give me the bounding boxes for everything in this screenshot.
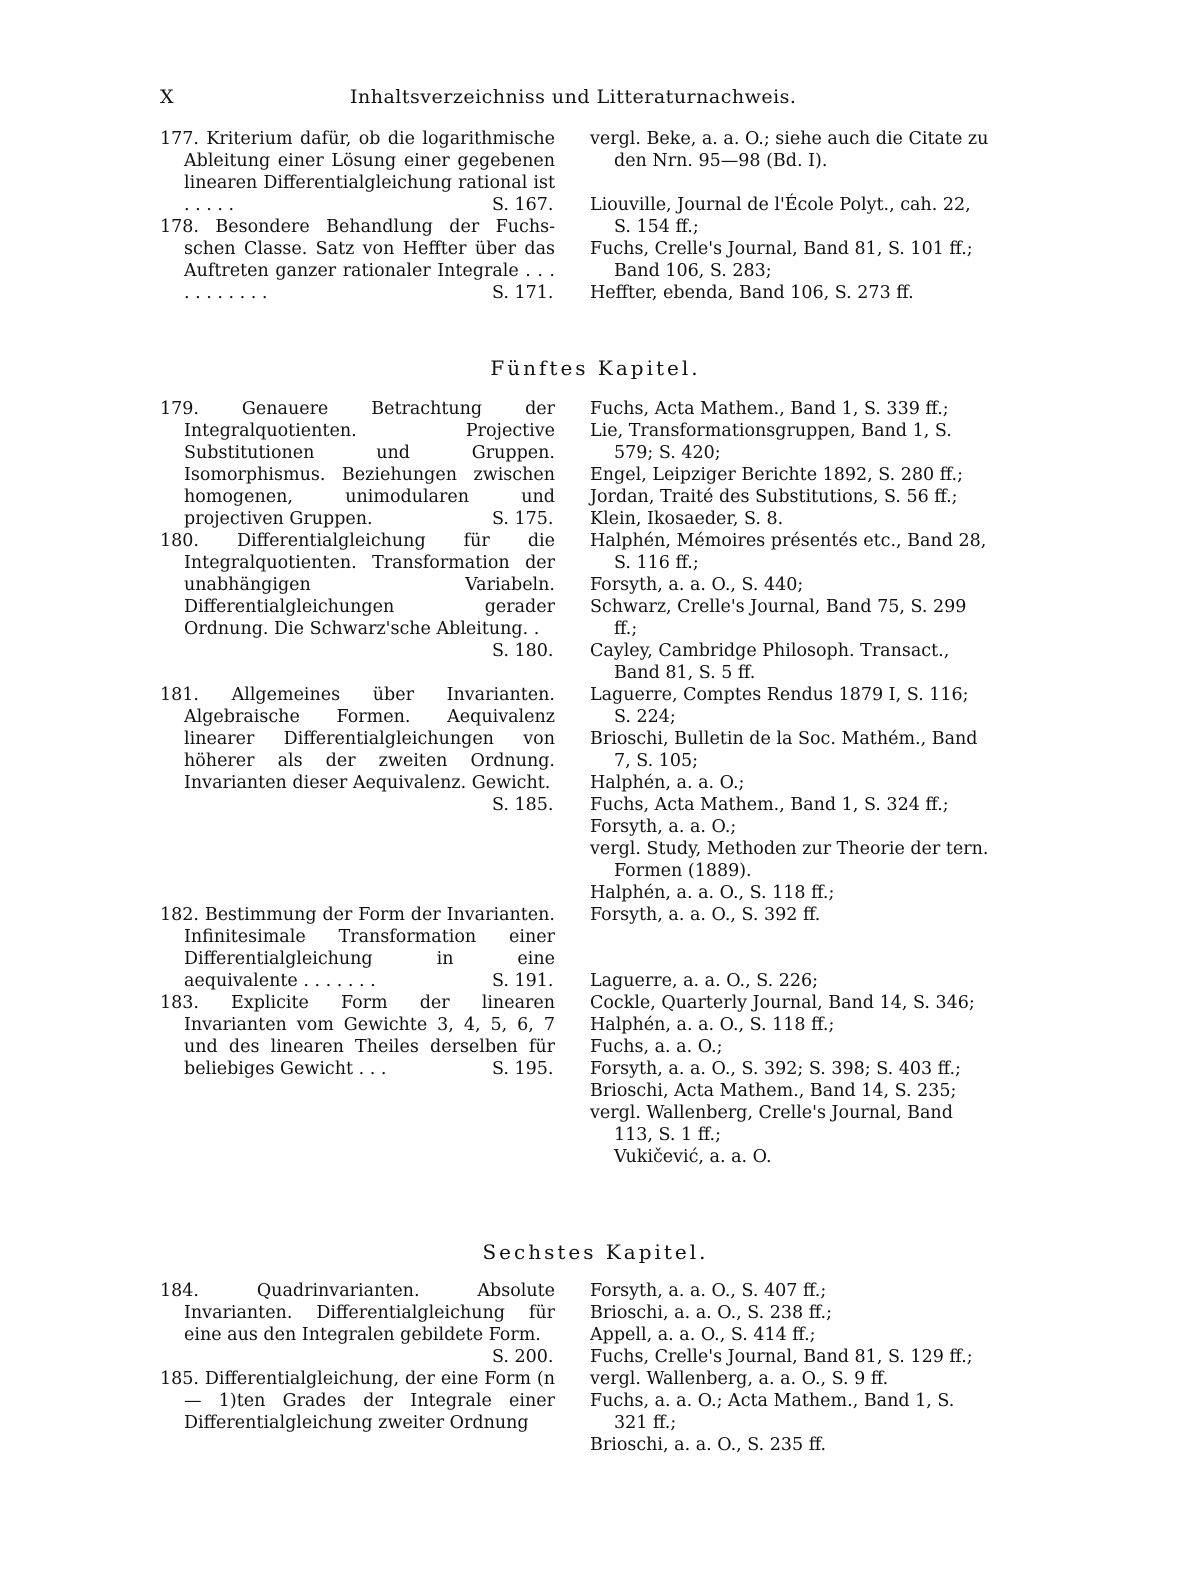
entry-text: 177. Kriterium dafür, ob die logarithmische Ableitung einer Lösung einer gegebenen linearen Differentialgleichung rational ist . . . . . [160, 129, 555, 215]
entry-text: 179. Genauere Betrachtung der Integralquotienten. Projective Substitutionen und Gruppen. Isomorphismus. Beziehungen zwischen homogenen, unimodularen und projectiven Gruppen. [160, 399, 555, 529]
left-column [160, 398, 555, 1080]
entry-179 [160, 398, 555, 530]
entry-177 [160, 128, 555, 216]
entry-page: S. 195. [492, 1059, 554, 1079]
entry-text: 184. Quadrinvarianten. Absolute Invarianten. Differentialgleichung für eine aus den Integralen gebildete Form. [160, 1281, 555, 1345]
page-number: X [160, 86, 175, 108]
running-header [160, 86, 980, 112]
reference: vergl. Study, Methoden zur Theorie der tern. Formen (1889). [590, 839, 989, 881]
chapter-heading-5: Fünftes Kapitel. [490, 356, 701, 380]
left-column [160, 1280, 555, 1434]
entry-page: S. 200. [492, 1347, 554, 1367]
entry-185 [160, 1368, 555, 1434]
reference: Brioschi, Acta Mathem., Band 14, S. 235; [590, 1081, 957, 1101]
reference: Engel, Leipziger Berichte 1892, S. 280 ff.; [590, 465, 963, 485]
reference: Cockle, Quarterly Journal, Band 14, S. 346; [590, 993, 975, 1013]
reference: Heffter, ebenda, Band 106, S. 273 ff. [590, 283, 914, 303]
reference: Jordan, Traité des Substitutions, S. 56 ff.; [590, 487, 958, 507]
entry-text: 182. Bestimmung der Form der Invarianten. Infinitesimale Transformation einer Differentialgleichung in eine aequivalente . . . . . . . [160, 905, 555, 991]
reference: Halphén, a. a. O., S. 118 ff.; [590, 883, 835, 903]
reference: Vukičević, a. a. O. [614, 1147, 772, 1167]
entry-183 [160, 992, 555, 1080]
reference-spacer [590, 172, 990, 194]
entry-page: S. 191. [492, 971, 554, 991]
reference: Forsyth, a. a. O., S. 392; S. 398; S. 403 ff.; [590, 1059, 961, 1079]
entry-text: 181. Allgemeines über Invarianten. Algebraische Formen. Aequivalenz linearer Differentialgleichungen von höherer als der zweiten Ordnung. Invarianten dieser Aequivalenz. Gewicht. [160, 685, 555, 793]
right-column [590, 398, 990, 1168]
entry-182 [160, 904, 555, 992]
entry-page: S. 167. [492, 195, 554, 215]
reference: Laguerre, a. a. O., S. 226; [590, 971, 819, 991]
entry-text: 178. Besondere Behandlung der Fuchs-schen Classe. Satz von Heffter über das Auftreten ganzer rationaler Integrale . . . . . . . . . . . [160, 217, 555, 303]
entry-text: 185. Differentialgleichung, der eine Form (n — 1)ten Grades der Integrale einer Differentialgleichung zweiter Ordnung [160, 1369, 555, 1433]
reference: Fuchs, Crelle's Journal, Band 81, S. 101 ff.; Band 106, S. 283; [590, 239, 973, 281]
reference: Brioschi, a. a. O., S. 238 ff.; [590, 1303, 832, 1323]
reference: Cayley, Cambridge Philosoph. Transact., Band 81, S. 5 ff. [590, 641, 950, 683]
section-179-183 [160, 398, 990, 1218]
chapter-heading-6: Sechstes Kapitel. [482, 1240, 709, 1264]
reference: Lie, Transformationsgruppen, Band 1, S. 579; S. 420; [590, 421, 952, 463]
entry-page: S. 175. [492, 509, 554, 529]
reference: Appell, a. a. O., S. 414 ff.; [590, 1325, 816, 1345]
section-177-178 [160, 128, 990, 338]
reference: Liouville, Journal de l'École Polyt., cah. 22, S. 154 ff.; [590, 195, 971, 237]
reference: Forsyth, a. a. O., S. 440; [590, 575, 804, 595]
reference: vergl. Wallenberg, a. a. O., S. 9 ff. [590, 1369, 889, 1389]
reference: vergl. Beke, a. a. O.; siehe auch die Citate zu den Nrn. 95—98 (Bd. I). [590, 129, 989, 171]
reference: Forsyth, a. a. O., S. 407 ff.; [590, 1281, 827, 1301]
entry-178 [160, 216, 555, 304]
reference: Forsyth, a. a. O.; [590, 817, 737, 837]
reference: Laguerre, Comptes Rendus 1879 I, S. 116; S. 224; [590, 685, 969, 727]
reference: Fuchs, Acta Mathem., Band 1, S. 324 ff.; [590, 795, 949, 815]
entry-page: S. 171. [492, 283, 554, 303]
entry-text: 180. Differentialgleichung für die Integralquotienten. Transformation der unabhängigen Variabeln. Differentialgleichungen gerader Ordnung. Die Schwarz'sche Ableitung. . [160, 531, 555, 639]
running-title: Inhaltsverzeichniss und Litteraturnachweis. [350, 86, 797, 108]
reference: Fuchs, Crelle's Journal, Band 81, S. 129 ff.; [590, 1347, 973, 1367]
reference: Fuchs, a. a. O.; [590, 1037, 723, 1057]
entry-184 [160, 1280, 555, 1367]
reference: Brioschi, Bulletin de la Soc. Mathém., Band 7, S. 105; [590, 729, 978, 771]
entry-text: 183. Explicite Form der linearen Invarianten vom Gewichte 3, 4, 5, 6, 7 und des linearen Theiles derselben für beliebiges Gewicht . . . [160, 993, 555, 1079]
left-column [160, 128, 555, 304]
reference: Klein, Ikosaeder, S. 8. [590, 509, 784, 529]
reference: Brioschi, a. a. O., S. 235 ff. [590, 1435, 827, 1455]
entry-page: S. 180. [492, 641, 554, 661]
reference: Halphén, Mémoires présentés etc., Band 28, S. 116 ff.; [590, 531, 987, 573]
right-column [590, 128, 990, 304]
reference: Schwarz, Crelle's Journal, Band 75, S. 299 ff.; [590, 597, 967, 639]
reference: Halphén, a. a. O.; [590, 773, 745, 793]
entry-181 [160, 684, 555, 815]
reference: Forsyth, a. a. O., S. 392 ff. [590, 905, 821, 925]
section-184-185 [160, 1280, 990, 1510]
reference: Fuchs, Acta Mathem., Band 1, S. 339 ff.; [590, 399, 949, 419]
entry-180 [160, 530, 555, 661]
reference: Halphén, a. a. O., S. 118 ff.; [590, 1015, 835, 1035]
entry-page: S. 185. [492, 795, 554, 815]
reference: Fuchs, a. a. O.; Acta Mathem., Band 1, S. 321 ff.; [590, 1391, 955, 1433]
right-column [590, 1280, 990, 1456]
reference: vergl. Wallenberg, Crelle's Journal, Band 113, S. 1 ff.; [590, 1103, 953, 1145]
